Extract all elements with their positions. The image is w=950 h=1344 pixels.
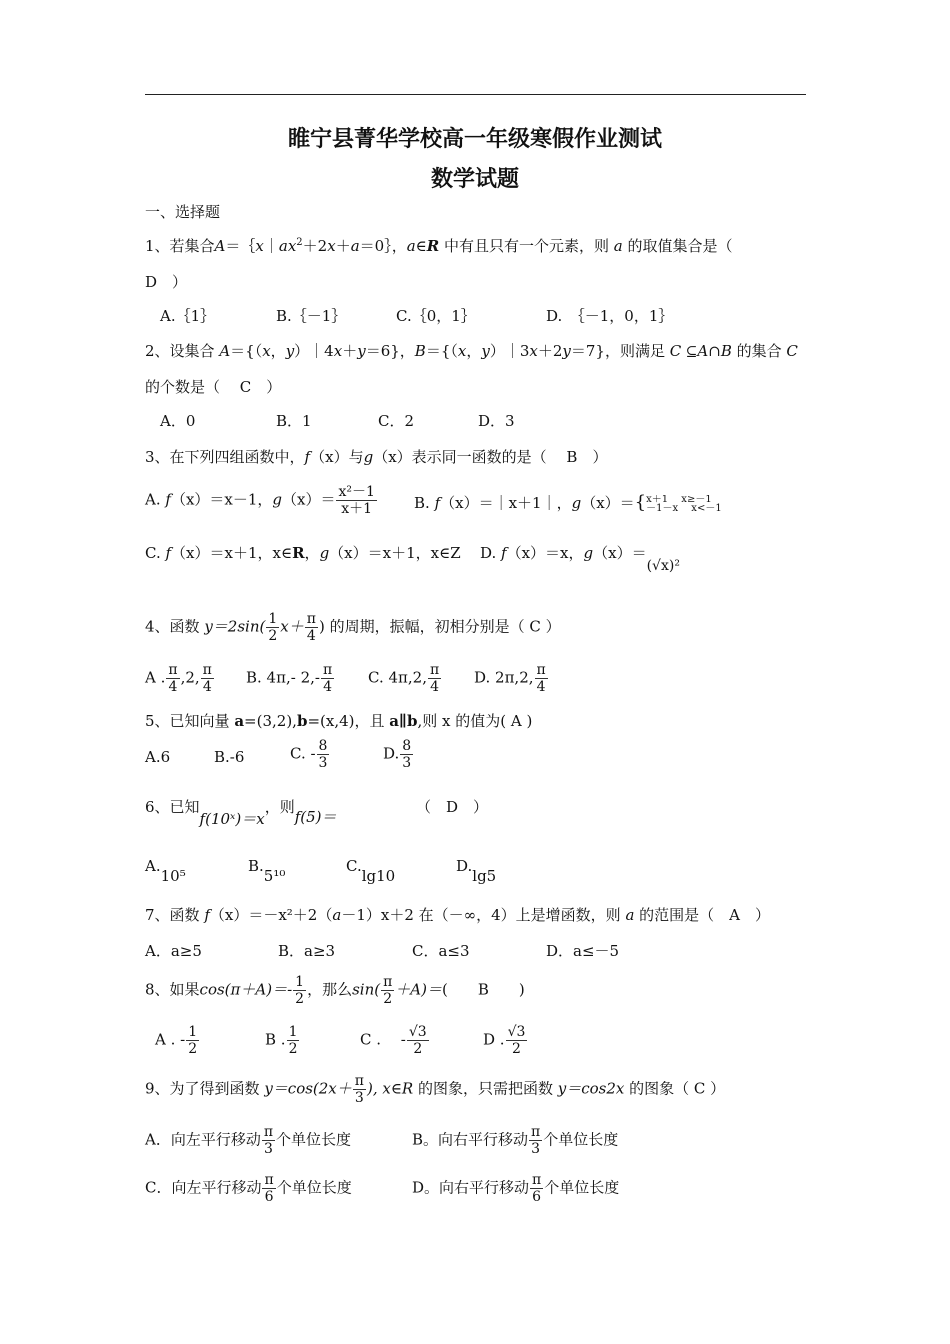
numerator: 1 xyxy=(295,974,305,990)
q4-stem xyxy=(145,611,561,644)
q1-text: ＝0｝， xyxy=(359,237,407,255)
q2-var: y xyxy=(357,342,366,360)
q2-text: ＝7}，则满足 xyxy=(570,342,670,360)
q1-text: ＝｛ xyxy=(225,237,256,255)
q3-d-text: （x）＝ xyxy=(593,544,647,562)
q5-option-b: B.-6 xyxy=(214,748,245,766)
q4-option-d xyxy=(474,662,549,695)
q4-fraction xyxy=(166,662,179,695)
q1-text: ｜ xyxy=(263,237,279,255)
q3-b-text: （x）＝｜x＋1｜， xyxy=(440,494,572,512)
q2-text: ， xyxy=(466,342,482,360)
q4-expr: ) xyxy=(318,617,325,636)
q1-text: ∈ xyxy=(415,237,427,255)
numerator: 1 xyxy=(188,1024,198,1040)
q7-text: 的范围是（ A ） xyxy=(634,906,770,924)
q7-var: f xyxy=(204,906,210,924)
q2-option-d: D．3 xyxy=(478,412,515,430)
q8-option-b xyxy=(265,1024,300,1057)
q5-fraction xyxy=(400,738,413,771)
q6-b-label: B. xyxy=(248,857,264,875)
q2-text: ∩ xyxy=(708,342,721,360)
q6-option-d xyxy=(456,855,497,885)
q3-text: 3、在下列四组函数中， xyxy=(145,448,305,466)
q6-a-value: 10⁵ xyxy=(160,867,186,885)
q7-stem xyxy=(145,904,770,926)
header-rule xyxy=(145,94,806,95)
q2-var: C xyxy=(786,342,798,360)
q1-var: x xyxy=(255,237,264,255)
q6-c-label: C. xyxy=(346,857,362,875)
q9-b-text: 个单位长度 xyxy=(543,1130,619,1149)
q7-option-a: A．a≥5 xyxy=(145,942,202,960)
q6-d-value: lg5 xyxy=(472,867,497,885)
numerator: 8 xyxy=(318,738,328,754)
q7-text: （x）＝－x²＋2（ xyxy=(209,906,333,924)
numerator: √3 xyxy=(408,1024,427,1040)
q4-a-label: A . xyxy=(145,668,166,687)
numerator: π xyxy=(322,662,333,678)
q6-option-b xyxy=(248,855,286,885)
q9-a-label: A．向左平行移动 xyxy=(145,1130,261,1149)
numerator: π xyxy=(263,1124,274,1140)
q9-fraction xyxy=(262,1124,275,1157)
q2-text: ＋ xyxy=(342,342,358,360)
q2-subset-symbol: ⊆ xyxy=(681,344,698,360)
q6-d-label: D. xyxy=(456,857,473,875)
q5-fraction xyxy=(317,738,330,771)
q3-var: f xyxy=(304,448,311,466)
numerator: √3 xyxy=(507,1024,526,1040)
q2-option-a: A．0 xyxy=(160,412,196,430)
q2-text: ＋2 xyxy=(537,342,563,360)
q1-var: ax xyxy=(278,237,297,255)
q3-a-text: （x）＝ xyxy=(282,490,336,509)
denominator: 4 xyxy=(536,679,546,695)
q1-set-R: R xyxy=(426,237,440,255)
q8-c-label: C . - xyxy=(360,1030,406,1049)
numerator: π xyxy=(354,1073,364,1089)
q6-b-value: 5¹⁰ xyxy=(263,867,286,885)
q3-d-text: （x）＝x， xyxy=(506,544,584,562)
q9-expr: ), x∈R xyxy=(366,1079,414,1098)
q2-var: A xyxy=(219,342,231,360)
q9-a-text: 个单位长度 xyxy=(276,1130,352,1149)
q4-fraction xyxy=(305,611,318,644)
q2-text: ＝{（ xyxy=(425,342,458,360)
q5-d-label: D. xyxy=(383,744,400,763)
q3-option-c xyxy=(145,542,461,564)
q9-expr: y＝cos2x xyxy=(557,1079,625,1098)
q6-expr: f(10ˣ)＝x xyxy=(199,810,265,828)
q3-c-text: ， xyxy=(304,544,320,562)
q2-var: A xyxy=(697,342,709,360)
denominator: 4 xyxy=(323,679,333,695)
q8-expr: cos(π＋A)＝- xyxy=(199,980,293,999)
q1-var: a xyxy=(350,237,360,255)
denominator: 4 xyxy=(306,628,316,644)
q3-set-R: R xyxy=(292,544,305,562)
q2-var: B xyxy=(720,342,732,360)
q3-b-piecewise xyxy=(646,495,722,513)
numerator: π xyxy=(383,974,393,990)
q2-var: y xyxy=(285,342,295,360)
q1-var: a xyxy=(613,237,623,255)
q3-b-label: B. xyxy=(414,494,435,512)
q1-exp: 2 xyxy=(296,237,303,248)
q8-fraction xyxy=(407,1024,429,1057)
q1-var: x xyxy=(327,237,336,255)
numerator: π xyxy=(531,1124,541,1140)
numerator: π xyxy=(429,662,440,678)
q3-text: （x）表示同一函数的是（ B ） xyxy=(373,448,608,466)
q4-option-b xyxy=(246,662,335,695)
q3-d-value: (√x)² xyxy=(646,558,680,574)
q8-expr: sin( xyxy=(352,980,381,999)
q4-fraction xyxy=(201,662,214,695)
denominator: 4 xyxy=(202,679,212,695)
denominator: x＋1 xyxy=(341,501,373,517)
denominator: 6 xyxy=(532,1189,542,1205)
q9-text: 的图象，只需把函数 xyxy=(413,1079,558,1098)
q4-expr: x＋ xyxy=(280,617,304,636)
q2-var: x xyxy=(333,342,343,360)
q3-text: （x）与 xyxy=(310,448,364,466)
q9-option-d xyxy=(412,1172,619,1205)
q1-text: ＋2 xyxy=(302,237,328,255)
q2-var: C xyxy=(669,342,682,360)
q6-expr: f(5)＝ xyxy=(294,808,337,826)
q8-option-c xyxy=(360,1024,430,1057)
denominator: 3 xyxy=(354,1090,364,1106)
q7-text: 7、函数 xyxy=(145,906,205,924)
numerator: x²－1 xyxy=(338,484,375,500)
q8-expr: ＋A)＝ xyxy=(395,980,442,999)
q6-option-c xyxy=(346,855,396,885)
q3-a-text: （x）＝x－1， xyxy=(170,490,273,509)
piecewise-top: x＋1 x≥－1 xyxy=(646,495,712,505)
q6-c-value: lg10 xyxy=(361,867,396,885)
q4-text: 4、函数 xyxy=(145,617,205,636)
q1-var: a xyxy=(406,237,416,255)
q3-stem xyxy=(145,446,607,468)
q5-text: =(3,2), xyxy=(244,712,297,730)
q6-a-label: A. xyxy=(145,857,161,875)
q8-d-label: D . xyxy=(483,1030,505,1049)
q8-fraction xyxy=(381,974,394,1007)
q2-text: ）｜4 xyxy=(294,342,334,360)
q2-var: B xyxy=(414,342,426,360)
q1-option-a: A.｛1｝ xyxy=(160,307,216,325)
q7-option-d: D．a≤－5 xyxy=(546,942,620,960)
q3-var: g xyxy=(319,544,330,562)
denominator: 2 xyxy=(188,1041,198,1057)
q8-answer: ( B ) xyxy=(441,980,525,999)
q3-var: g xyxy=(583,544,594,562)
q9-fraction xyxy=(262,1172,275,1205)
q4-expr: y＝2sin( xyxy=(204,617,266,636)
denominator: 2 xyxy=(512,1041,521,1057)
q6-answer: （ D ） xyxy=(416,798,489,816)
q4-b-label: B. 4π,- 2,- xyxy=(246,668,320,687)
q9-option-b xyxy=(412,1124,618,1157)
q9-expr: y＝cos(2x＋ xyxy=(264,1079,352,1098)
q9-option-a xyxy=(145,1124,351,1157)
q9-fraction xyxy=(529,1124,542,1157)
q4-c-label: C. 4π,2, xyxy=(368,668,427,687)
q9-text: 9、为了得到函数 xyxy=(145,1079,265,1098)
piecewise-bottom: －1－x x<－1 xyxy=(646,503,722,513)
section-heading: 一、选择题 xyxy=(145,203,221,221)
denominator: 2 xyxy=(383,991,393,1007)
denominator: 2 xyxy=(413,1041,423,1057)
q5-c-label: C. - xyxy=(290,744,316,763)
q3-c-text: （x）＝x＋1，x∈Z xyxy=(329,544,461,562)
q3-var: f xyxy=(165,490,171,509)
q6-option-a xyxy=(145,855,186,885)
numerator: 8 xyxy=(402,738,412,754)
numerator: π xyxy=(168,662,178,678)
q2-text: ＝{（ xyxy=(230,342,263,360)
q2-var: y xyxy=(562,342,571,360)
q8-option-d xyxy=(483,1024,528,1057)
q2-var: x xyxy=(529,342,538,360)
q8-fraction xyxy=(293,974,306,1007)
q3-var: g xyxy=(272,490,283,509)
denominator: 4 xyxy=(168,679,178,695)
q3-a-fraction xyxy=(336,484,376,517)
numerator: π xyxy=(536,662,546,678)
numerator: π xyxy=(264,1172,274,1188)
q9-c-text: 个单位长度 xyxy=(276,1178,352,1197)
q3-var: f xyxy=(501,544,507,562)
q7-option-c: C．a≤3 xyxy=(412,942,470,960)
q8-a-label: A . - xyxy=(155,1030,186,1049)
q2-stem xyxy=(145,340,798,363)
q9-text: 的图象（ C ） xyxy=(624,1079,726,1098)
q3-b-brace: { xyxy=(634,492,647,513)
denominator: 3 xyxy=(402,755,412,771)
q8-text: 8、如果 xyxy=(145,980,200,999)
q1-option-d: D. ｛－1，0，1｝ xyxy=(546,307,674,325)
q6-text: 6、已知 xyxy=(145,798,200,816)
q4-fraction xyxy=(266,611,279,644)
q5-option-a: A.6 xyxy=(145,748,171,766)
q6-stem xyxy=(145,796,337,828)
page-title: 睢宁县菁华学校高一年级寒假作业测试 xyxy=(287,127,662,152)
q2-option-b: B．1 xyxy=(276,412,312,430)
q9-option-c xyxy=(145,1172,352,1205)
q2-stem-line2: 的个数是（ C ） xyxy=(145,378,282,396)
q3-option-d xyxy=(480,542,680,574)
q1-var: A xyxy=(214,237,226,255)
q1-option-b: B.｛－1｝ xyxy=(276,307,347,325)
q1-text: ＋ xyxy=(335,237,351,255)
q1-text: 1、若集合 xyxy=(145,237,215,255)
numerator: π xyxy=(532,1172,542,1188)
q2-option-c: C．2 xyxy=(378,412,415,430)
q6-text: ，则 xyxy=(264,798,295,816)
q3-a-label: A. xyxy=(145,490,166,509)
numerator: 1 xyxy=(288,1024,298,1040)
q4-text: 的周期，振幅，初相分别是（ C ） xyxy=(324,617,561,636)
q5-vector-a: a xyxy=(389,712,399,730)
q5-vector-a: a xyxy=(234,712,245,730)
denominator: 2 xyxy=(268,628,278,644)
q9-b-label: B。向右平行移动 xyxy=(412,1130,529,1149)
denominator: 3 xyxy=(531,1141,541,1157)
q8-fraction xyxy=(287,1024,300,1057)
q3-var: f xyxy=(434,494,441,512)
numerator: π xyxy=(306,611,316,627)
q7-var: a xyxy=(332,906,342,924)
q5-vector-b: b xyxy=(296,712,308,730)
q9-d-label: D。向右平行移动 xyxy=(412,1178,530,1197)
q8-option-a xyxy=(155,1024,200,1057)
q1-text: 中有且只有一个元素，则 xyxy=(439,237,614,255)
q8-fraction xyxy=(506,1024,528,1057)
q3-option-a xyxy=(145,484,378,517)
q9-stem xyxy=(145,1073,725,1106)
q3-var: g xyxy=(363,448,374,466)
q3-var: f xyxy=(165,544,172,562)
q9-fraction xyxy=(530,1172,543,1205)
q1-stem xyxy=(145,235,733,257)
q3-var: g xyxy=(571,494,582,512)
q4-a-text: ,2, xyxy=(180,668,200,687)
numerator: π xyxy=(202,662,212,678)
denominator: 4 xyxy=(430,679,440,695)
q8-fraction xyxy=(186,1024,199,1057)
q1-option-c: C.｛0，1｝ xyxy=(396,307,476,325)
denominator: 3 xyxy=(263,1141,273,1157)
q2-text: ）｜3 xyxy=(489,342,530,360)
q9-d-text: 个单位长度 xyxy=(544,1178,620,1197)
q9-c-label: C．向左平行移动 xyxy=(145,1178,262,1197)
q5-parallel-symbol: ∥ xyxy=(399,712,407,730)
q2-text: ＝6}， xyxy=(365,342,415,360)
q3-b-text: （x）＝ xyxy=(581,494,635,512)
q4-fraction xyxy=(428,662,441,695)
q3-c-text: （x）＝x＋1，x∈ xyxy=(171,544,293,562)
q8-b-label: B . xyxy=(265,1030,286,1049)
q5-option-c xyxy=(290,738,330,771)
denominator: 3 xyxy=(318,755,328,771)
q2-text: ， xyxy=(270,342,286,360)
denominator: 6 xyxy=(264,1189,274,1205)
q5-text: ,则 x 的值为( A ) xyxy=(417,712,533,730)
q2-var: y xyxy=(481,342,490,360)
q7-var: a xyxy=(625,906,635,924)
q5-text: 5、已知向量 xyxy=(145,712,235,730)
denominator: 2 xyxy=(288,1041,298,1057)
q2-text: 2、设集合 xyxy=(145,342,220,360)
q1-answer: D ） xyxy=(145,273,188,291)
q4-fraction xyxy=(535,662,548,695)
q8-stem xyxy=(145,974,525,1007)
q5-text: =(x,4)，且 xyxy=(307,712,390,730)
q4-option-c xyxy=(368,662,442,695)
q8-text: ，那么 xyxy=(307,980,353,999)
q3-d-label: D. xyxy=(480,544,502,562)
q5-option-d xyxy=(383,738,414,771)
q2-var: x xyxy=(262,342,271,360)
q9-fraction xyxy=(353,1073,366,1106)
page-subtitle: 数学试题 xyxy=(430,167,519,192)
denominator: 2 xyxy=(295,991,305,1007)
q7-text: －1）x＋2 在（－∞，4）上是增函数，则 xyxy=(341,906,626,924)
q3-c-label: C. xyxy=(145,544,166,562)
q4-fraction xyxy=(321,662,334,695)
q1-text: 的取值集合是（ xyxy=(622,237,733,255)
q7-option-b: B．a≥3 xyxy=(278,942,336,960)
numerator: 1 xyxy=(268,611,278,627)
q4-d-label: D. 2π,2, xyxy=(474,668,534,687)
q2-text: 的集合 xyxy=(731,342,787,360)
q5-vector-b: b xyxy=(406,712,418,730)
q3-option-b xyxy=(414,492,722,514)
q2-var: x xyxy=(457,342,467,360)
q4-option-a xyxy=(145,662,215,695)
q5-stem xyxy=(145,710,532,732)
